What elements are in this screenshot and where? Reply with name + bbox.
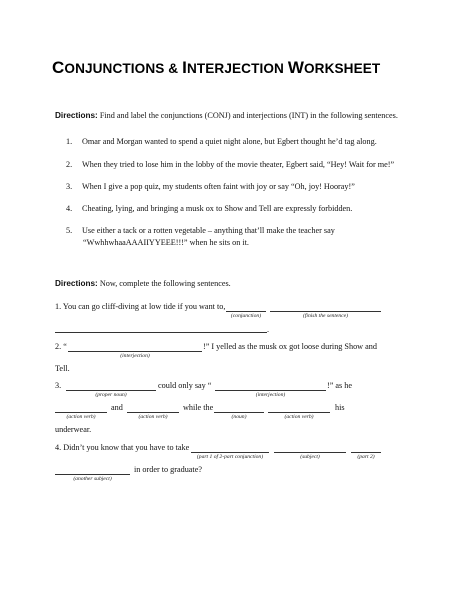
item-number: 3. <box>66 182 73 191</box>
question-2-start: 2. “ <box>55 342 67 351</box>
title-part: ONJUNCTIONS & <box>64 61 183 76</box>
item-number: 1. <box>66 137 73 146</box>
item-text: When I give a pop quiz, my students often faint with joy or say “Oh, joy! Hooray!” <box>82 182 355 191</box>
question-3-text: while the <box>183 403 214 412</box>
title-part: W <box>287 58 304 77</box>
question-3-text: could only say “ <box>158 381 212 390</box>
blank-field[interactable] <box>214 412 264 413</box>
list-item <box>66 160 436 169</box>
list-item <box>66 182 436 191</box>
blank-field[interactable] <box>226 311 266 312</box>
question-3-number: 3. <box>55 381 62 390</box>
blank-field[interactable] <box>68 351 202 352</box>
directions-text: Find and label the conjunctions (CONJ) and interjections (INT) in the following sentences. <box>97 111 398 120</box>
blank-field[interactable] <box>55 412 107 413</box>
blank-field[interactable] <box>268 412 330 413</box>
blank-hint: (part 2) <box>357 454 375 460</box>
blank-hint: (finish the sentence) <box>302 313 349 319</box>
directions-label: Directions: <box>55 279 98 288</box>
question-2-text-continued: Tell. <box>55 364 70 373</box>
list-item <box>66 226 436 247</box>
blank-field[interactable] <box>66 390 156 391</box>
blank-field[interactable] <box>270 311 381 312</box>
blank-field[interactable] <box>215 390 326 391</box>
blank-hint: (proper noun) <box>95 392 127 398</box>
blank-field[interactable] <box>191 452 269 453</box>
question-3-text: !” as he <box>327 381 353 390</box>
blank-hint: (subject) <box>300 454 320 460</box>
list-item <box>66 204 436 213</box>
item-text: Cheating, lying, and bringing a musk ox to Show and Tell are expressly forbidden. <box>82 204 353 213</box>
blank-field[interactable] <box>55 474 130 475</box>
item-text: Use either a tack or a rotten vegetable – anything that’ll make the teacher say <box>82 226 335 235</box>
question-3-text: underwear. <box>55 425 92 434</box>
item-text: Omar and Morgan wanted to spend a quiet night alone, but Egbert thought he’d tag along. <box>82 137 377 146</box>
blank-hint: (action verb) <box>138 414 168 420</box>
item-text-continued: “WwhhwhaaAAAIIYYEEE!!!” when he sits on it. <box>83 238 249 247</box>
question-3-text: his <box>335 403 345 412</box>
item-text: When they tried to lose him in the lobby of the movie theater, Egbert said, “Hey! Wait for me!” <box>82 160 395 169</box>
title-part: C <box>52 58 65 77</box>
title-part: NTERJECTION <box>186 61 288 76</box>
blank-hint: (interjection) <box>255 392 286 398</box>
blank-hint: (action verb) <box>66 414 96 420</box>
page-title <box>52 58 432 78</box>
directions-text: Now, complete the following sentences. <box>97 279 231 288</box>
blank-hint: (conjunction) <box>230 313 262 319</box>
question-2-text: !” I yelled as the musk ox got loose during Show and <box>203 342 377 351</box>
title-part: I <box>182 58 187 77</box>
blank-field[interactable] <box>274 452 346 453</box>
question-1-period: . <box>267 325 270 334</box>
blank-field[interactable] <box>351 452 381 453</box>
item-number: 5. <box>66 226 73 235</box>
item-number: 2. <box>66 160 73 169</box>
item-number: 4. <box>66 204 73 213</box>
question-4-text-continued: in order to graduate? <box>134 465 202 474</box>
directions-part1 <box>55 111 445 120</box>
blank-hint: (another subject) <box>73 476 112 482</box>
blank-hint: (action verb) <box>284 414 314 420</box>
blank-field[interactable] <box>55 332 267 333</box>
blank-field[interactable] <box>127 412 179 413</box>
question-3-text: and <box>111 403 123 412</box>
blank-hint: (part 1 of 2-part conjunction) <box>196 454 264 460</box>
directions-part2 <box>55 279 231 288</box>
title-part: ORKSHEET <box>304 61 381 76</box>
directions-label: Directions: <box>55 111 98 120</box>
question-4-text: 4. Didn’t you know that you have to take <box>55 443 190 452</box>
question-1-text: 1. You can go cliff-diving at low tide if you want to, <box>55 302 226 311</box>
blank-hint: (interjection) <box>120 353 150 359</box>
blank-hint: (noun) <box>231 414 247 420</box>
list-item <box>66 137 436 146</box>
